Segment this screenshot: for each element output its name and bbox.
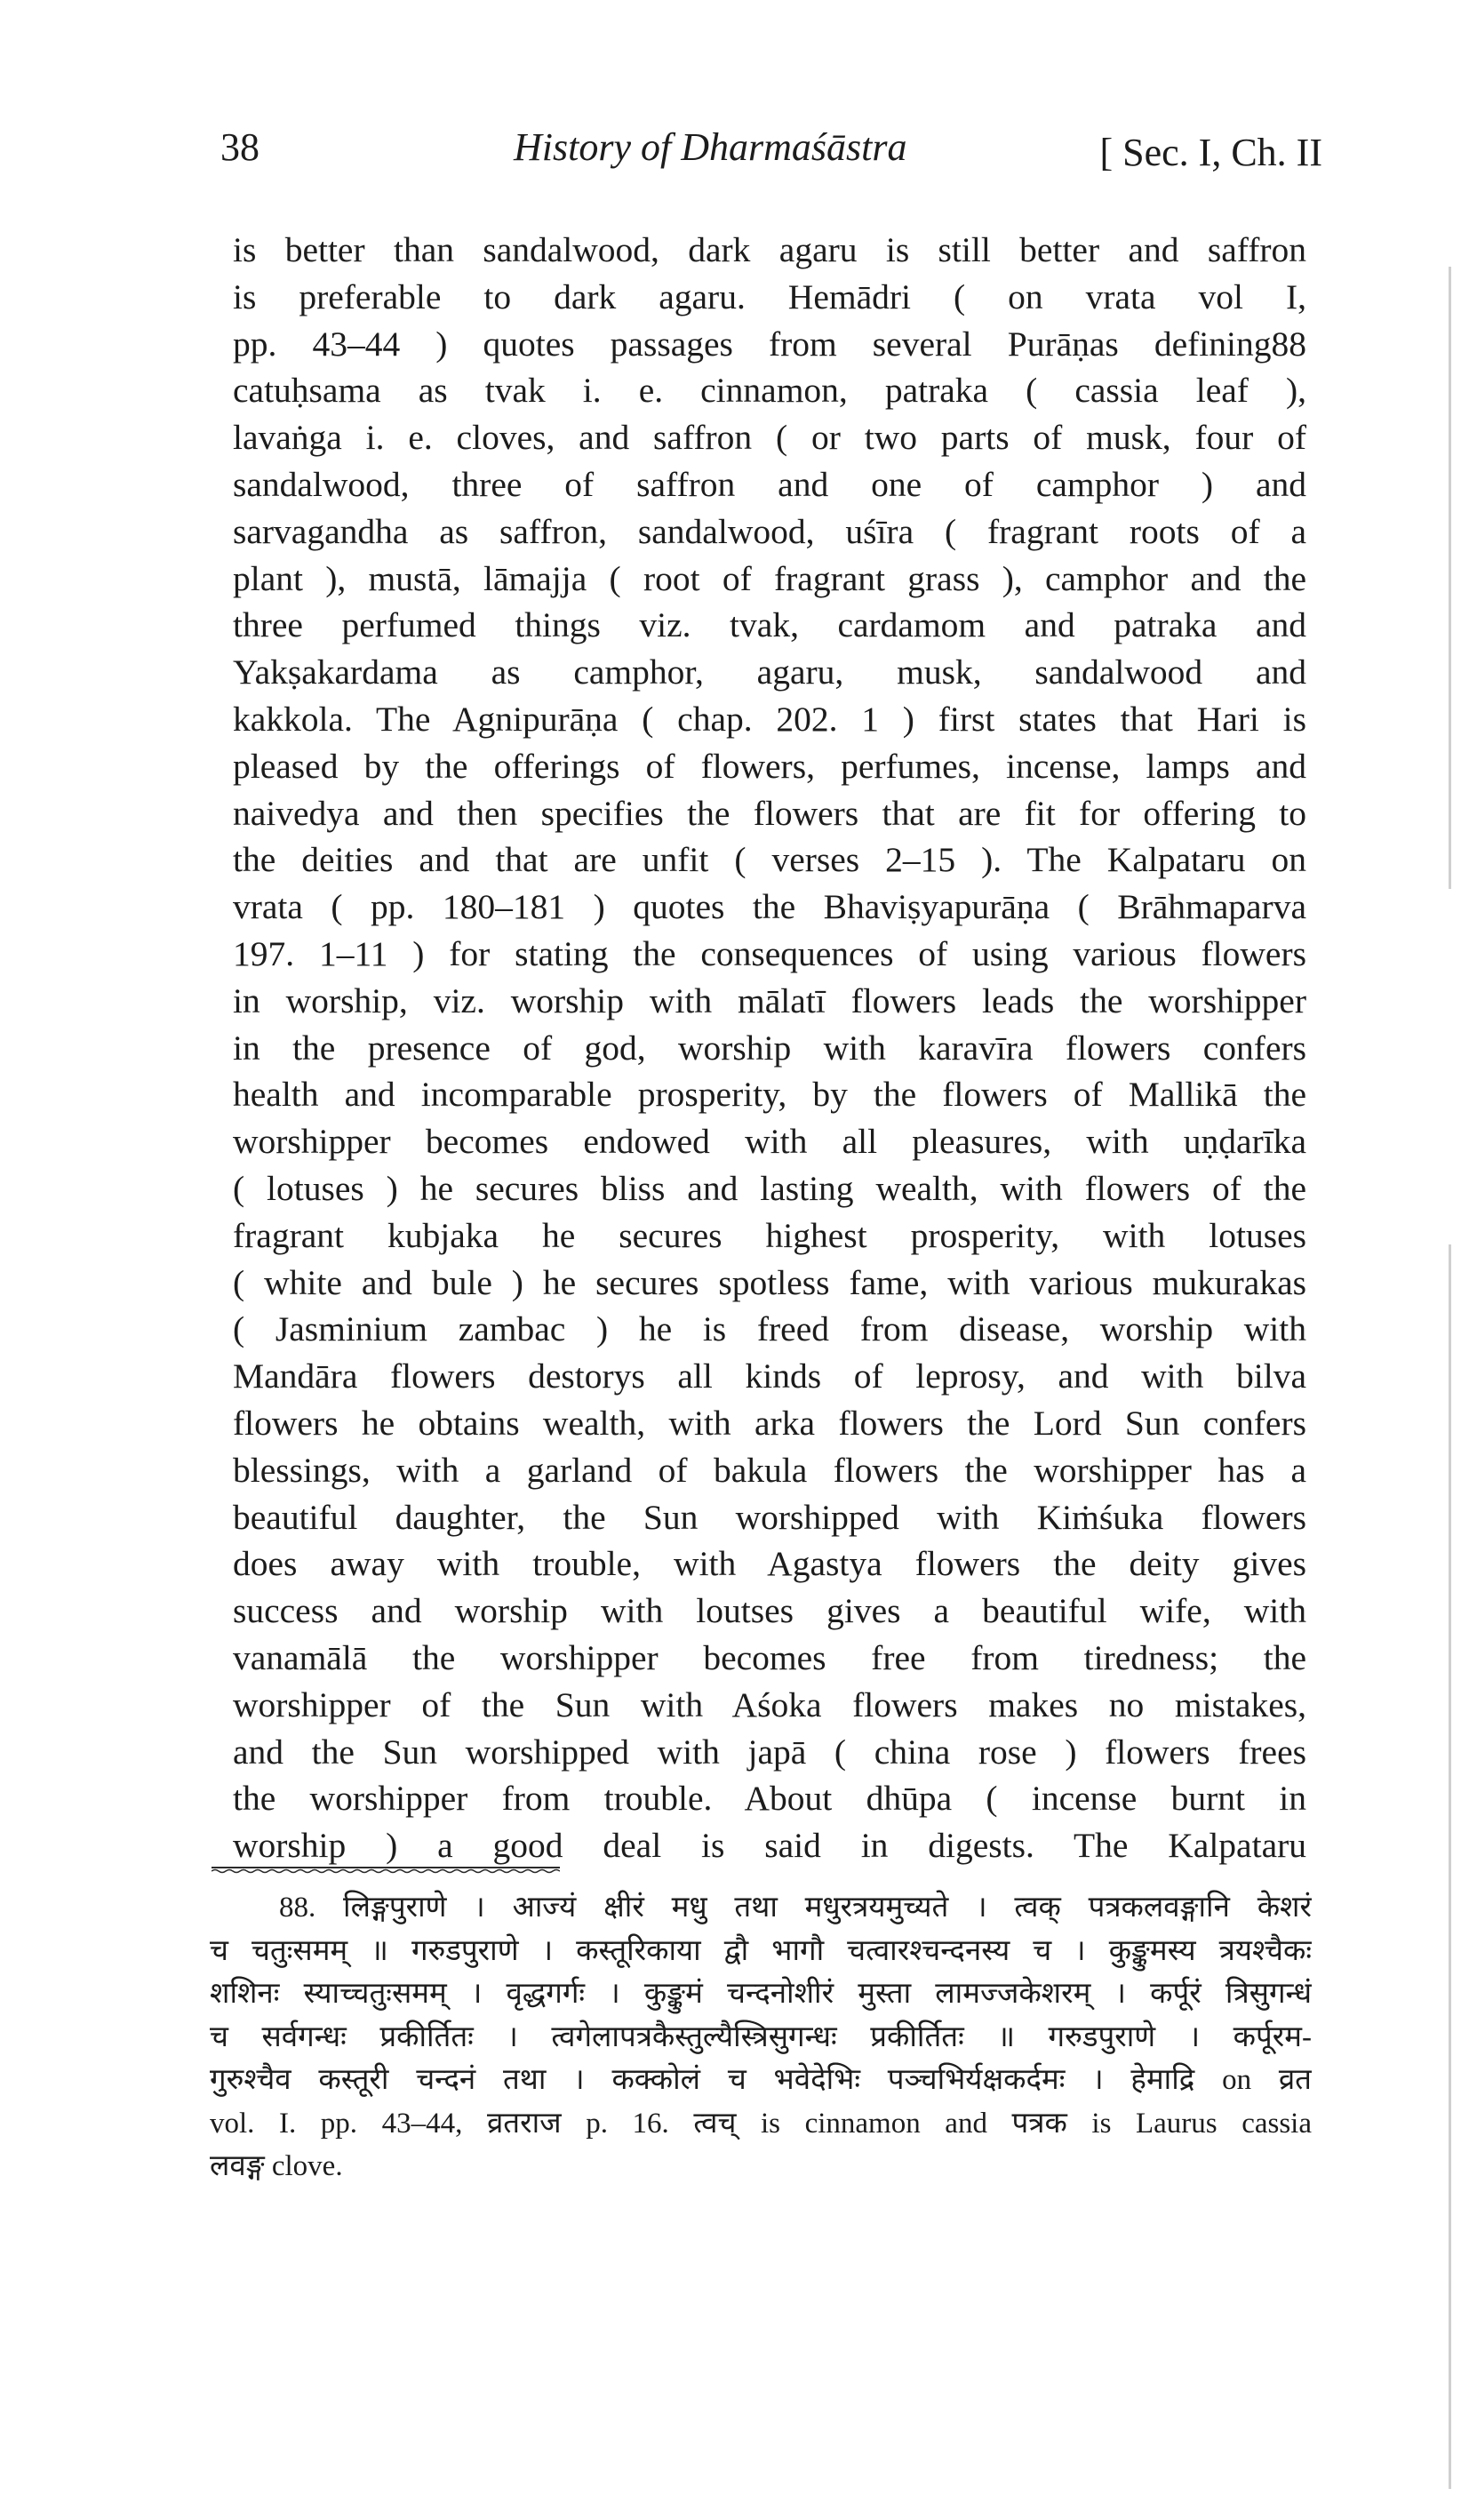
text-line: three perfumed things viz. tvak, cardamom and patraka and [233, 605, 1306, 645]
text-line: is preferable to dark agaru. Hemādri ( on vrata vol I, [233, 276, 1306, 316]
scan-edge-mark [1449, 1244, 1451, 2489]
footnote-line: च सर्वगन्धः प्रकीर्तितः । त्वगेलापत्रकैस्तुल्यैस्त्रिसुगन्धः प्रकीर्तितः ॥ गरुडपुराणे । कर्पूरम- [210, 2020, 1312, 2053]
text-line: in the presence of god, worship with karavīra flowers confers [233, 1028, 1306, 1068]
text-line: the deities and that are unfit ( verses 2–15 ). The Kalpataru on [233, 840, 1306, 880]
main-text [233, 227, 1306, 1869]
text-line: worship ) a good deal is said in digests. The Kalpataru [233, 1826, 1306, 1866]
footnote-line: लवङ्ग clove. [210, 2150, 343, 2182]
section-reference: [ Sec. I, Ch. II [1099, 131, 1322, 174]
page-number: 38 [220, 125, 259, 169]
text-line: Mandāra flowers destorys all kinds of leprosy, and with bilva [233, 1356, 1306, 1396]
scan-edge-mark [1449, 267, 1451, 889]
footnote-line: vol. I. pp. 43–44, व्रतराज p. 16. त्वच् is cinnamon and पत्रक is Laurus cassia [210, 2107, 1312, 2140]
text-line: is better than sandalwood, dark agaru is still better and saffron [233, 230, 1306, 269]
text-line: the worshipper from trouble. About dhūpa ( incense burnt in [233, 1779, 1306, 1819]
text-line: pleased by the offerings of flowers, perfumes, incense, lamps and [233, 746, 1306, 786]
footnote-line: 88. लिङ्गपुराणे । आज्यं क्षीरं मधु तथा मधुरत्रयमुच्यते । त्वक् पत्रकलवङ्गानि केशरं [279, 1892, 1312, 1924]
text-line: sandalwood, three of saffron and one of camphor ) and [233, 464, 1306, 504]
running-title: History of Dharmaśāstra [514, 125, 907, 169]
text-line: ( Jasminium zambac ) he is freed from disease, worship with [233, 1309, 1306, 1349]
text-line: flowers he obtains wealth, with arka flowers the Lord Sun confers [233, 1403, 1306, 1443]
footnote-block [210, 1886, 1312, 2188]
text-line: worshipper of the Sun with Aśoka flowers makes no mistakes, [233, 1684, 1306, 1724]
text-line: and the Sun worshipped with japā ( china rose ) flowers frees [233, 1732, 1306, 1772]
text-line: 197. 1–11 ) for stating the consequences of using various flowers [233, 933, 1306, 973]
text-line: in worship, viz. worship with mālatī flowers leads the worshipper [233, 980, 1306, 1020]
text-line: blessings, with a garland of bakula flowers the worshipper has a [233, 1450, 1306, 1490]
text-line: kakkola. The Agnipurāṇa ( chap. 202. 1 ) first states that Hari is [233, 699, 1306, 739]
text-line: sarvagandha as saffron, sandalwood, uśīra ( fragrant roots of a [233, 511, 1306, 551]
text-line: fragrant kubjaka he secures highest prosperity, with lotuses [233, 1215, 1306, 1255]
footnote-line: शशिनः स्याच्चतुःसमम् । वृद्धगर्गः । कुङ्कुमं चन्दनोशीरं मुस्ता लामज्जकेशरम् । कर्पूरं त्रिसुगन्धं [210, 1978, 1312, 2010]
text-line: worshipper becomes endowed with all pleasures, with uṇḍarīka [233, 1122, 1306, 1162]
text-line: health and incomparable prosperity, by the flowers of Mallikā the [233, 1075, 1306, 1115]
text-line: pp. 43–44 ) quotes passages from several Purāṇas defining88 [233, 324, 1306, 364]
text-line: vrata ( pp. 180–181 ) quotes the Bhaviṣyapurāṇa ( Brāhmaparva [233, 887, 1306, 927]
text-line: beautiful daughter, the Sun worshipped with Kiṁśuka flowers [233, 1497, 1306, 1537]
text-line: naivedya and then specifies the flowers that are fit for offering to [233, 793, 1306, 833]
text-line: Yakṣakardama as camphor, agaru, musk, sandalwood and [233, 652, 1306, 692]
text-line: ( lotuses ) he secures bliss and lasting wealth, with flowers of the [233, 1168, 1306, 1208]
footnote-line: गुरुश्चैव कस्तूरी चन्दनं तथा । कक्कोलं च भवेदेभिः पञ्चभिर्यक्षकर्दमः । हेमाद्रि on व्रत [210, 2064, 1312, 2096]
text-line: ( white and bule ) he secures spotless fame, with various mukurakas [233, 1262, 1306, 1302]
text-line: vanamālā the worshipper becomes free from tiredness; the [233, 1637, 1306, 1677]
text-line: does away with trouble, with Agastya flowers the deity gives [233, 1544, 1306, 1584]
text-line: success and worship with loutses gives a beautiful wife, with [233, 1591, 1306, 1631]
page-header [220, 124, 1322, 187]
text-line: catuḥsama as tvak i. e. cinnamon, patraka ( cassia leaf ), [233, 371, 1306, 411]
footnote-divider [212, 1865, 560, 1874]
text-line: plant ), mustā, lāmajja ( root of fragrant grass ), camphor and the [233, 558, 1306, 598]
text-line: lavaṅga i. e. cloves, and saffron ( or two parts of musk, four of [233, 418, 1306, 458]
footnote-line: च चतुःसमम् ॥ गरुडपुराणे । कस्तूरिकाया द्वौ भागौ चत्वारश्चन्दनस्य च । कुङ्कुमस्य त्रयश्चैकः [210, 1934, 1312, 1967]
